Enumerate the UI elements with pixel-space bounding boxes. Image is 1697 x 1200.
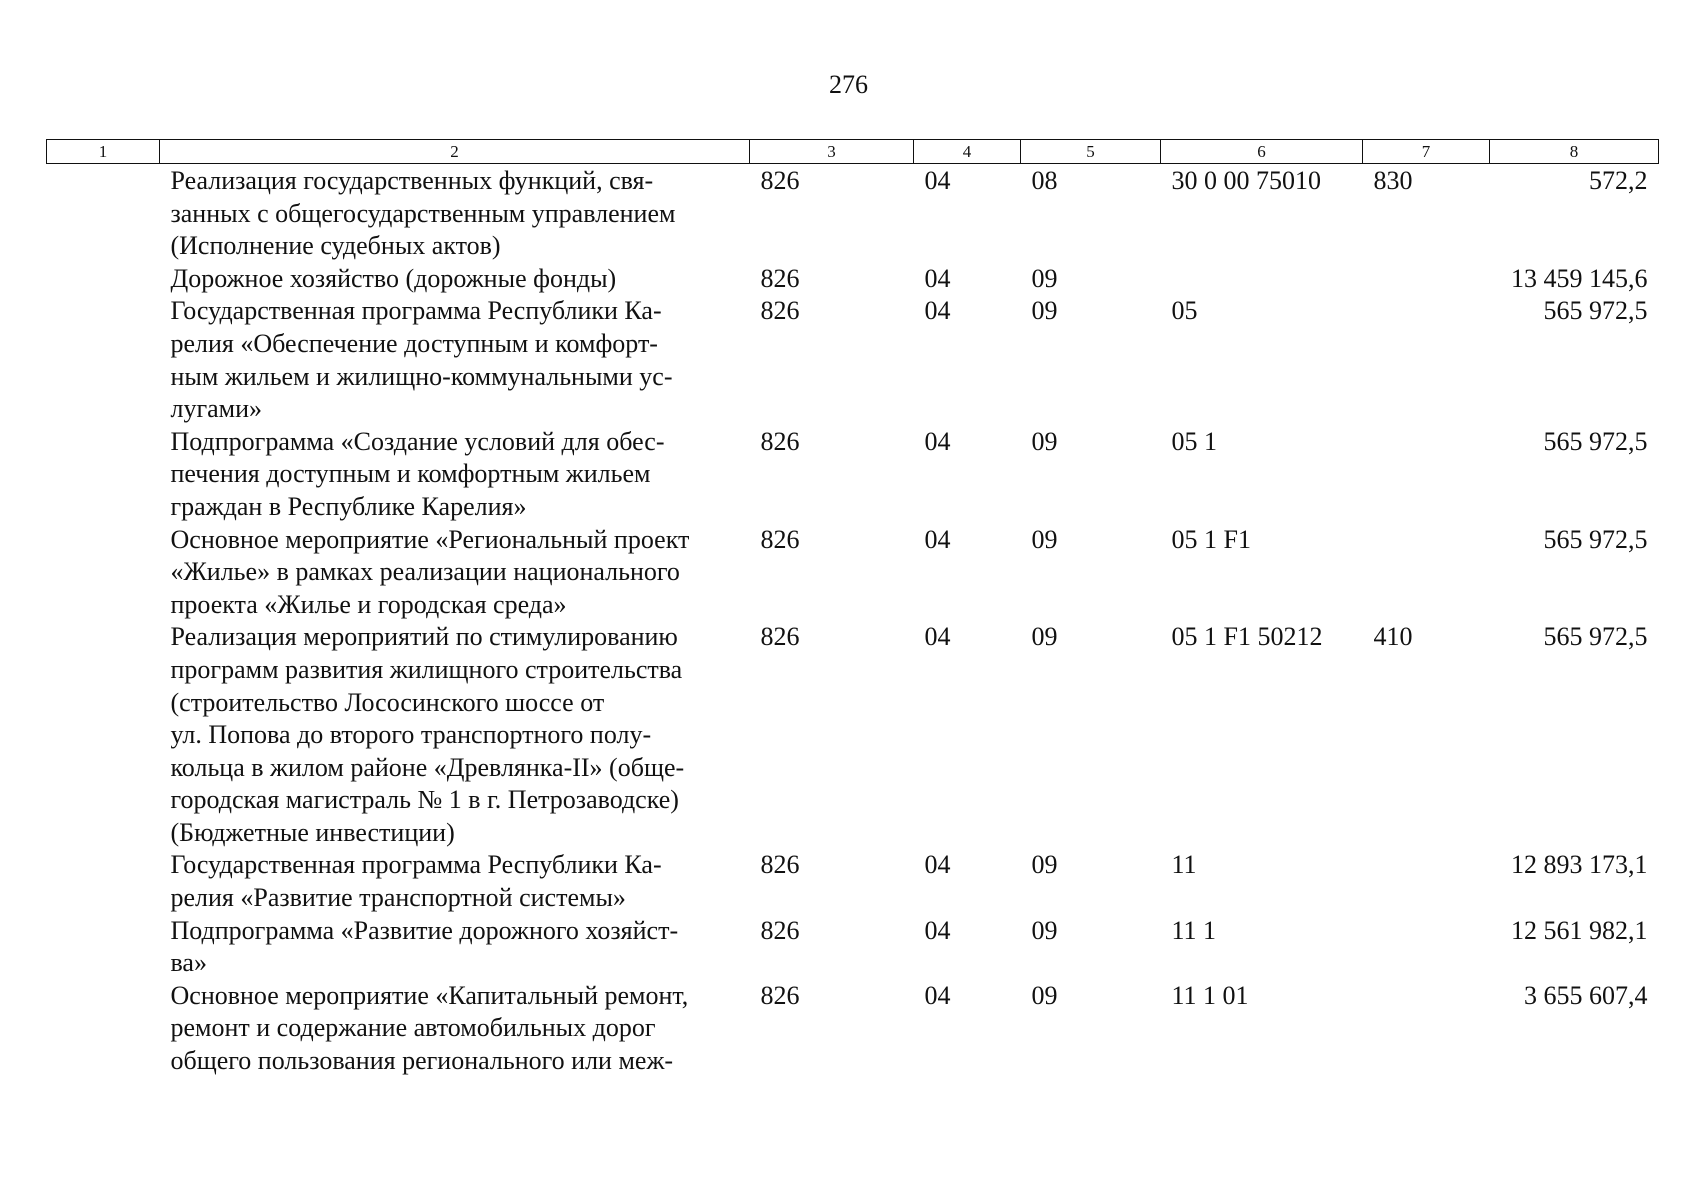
cell-col4: 04 (924, 524, 951, 554)
cell-col3: 826 (760, 263, 800, 293)
budget-table (46, 139, 1659, 1078)
cell-name: Подпрограмма «Создание условий для обес- печения доступным и комфортным жильем граждан в Республике Карелия» (170, 426, 665, 521)
table-row (47, 263, 1659, 296)
cell-col1 (47, 524, 160, 622)
cell-col7 (1363, 426, 1490, 524)
table-body (47, 164, 1659, 1078)
cell-col5: 09 (1031, 263, 1058, 293)
cell-col1 (47, 295, 160, 425)
cell-col6: 11 (1171, 850, 1197, 880)
column-header-3: 3 (750, 140, 914, 164)
cell-col7 (1363, 980, 1490, 1078)
page-number: 276 (829, 70, 868, 99)
cell-col7 (1363, 263, 1490, 296)
column-header-1: 1 (47, 140, 160, 164)
cell-amount: 13 459 145,6 (1511, 263, 1648, 293)
cell-col4: 04 (924, 426, 951, 456)
cell-col3: 826 (760, 166, 800, 195)
cell-col7 (1363, 849, 1490, 914)
cell-col7 (1363, 295, 1490, 425)
cell-col7: 410 (1373, 622, 1413, 652)
cell-col1 (47, 980, 160, 1078)
cell-col3: 826 (760, 915, 800, 945)
cell-col5: 09 (1031, 296, 1058, 326)
table-row (47, 295, 1659, 425)
cell-col1 (47, 164, 160, 263)
table-row (47, 164, 1659, 263)
cell-amount: 12 893 173,1 (1511, 850, 1648, 880)
cell-col5: 09 (1031, 426, 1058, 456)
cell-col6: 11 1 01 (1171, 980, 1249, 1010)
cell-col6: 11 1 (1171, 915, 1217, 945)
cell-col7 (1363, 915, 1490, 980)
cell-col4: 04 (924, 980, 951, 1010)
cell-col4: 04 (924, 915, 951, 945)
column-header-6: 6 (1161, 140, 1363, 164)
column-header-2: 2 (160, 140, 750, 164)
cell-col1 (47, 426, 160, 524)
cell-col5: 09 (1031, 524, 1058, 554)
cell-col3: 826 (760, 524, 800, 554)
cell-col4: 04 (924, 622, 951, 652)
cell-name: Основное мероприятие «Капитальный ремонт, ремонт и содержание автомобильных дорог общего пользования регионального или меж- (170, 980, 689, 1076)
cell-name: Дорожное хозяйство (дорожные фонды) (170, 263, 617, 293)
cell-name: Государственная программа Республики Ка- релия «Обеспечение доступным и комфорт- ным жильем и жилищно-коммунальными ус- лугами» (170, 296, 673, 424)
cell-col4: 04 (924, 850, 951, 880)
cell-col4: 04 (924, 166, 951, 195)
cell-name: Реализация государственных функций, свя- занных с общегосударственным управлением (Исполнение судебных актов) (170, 166, 676, 261)
cell-col3: 826 (760, 426, 800, 456)
table-header (47, 140, 1659, 164)
column-header-5: 5 (1021, 140, 1161, 164)
cell-col1 (47, 263, 160, 296)
column-header-8: 8 (1490, 140, 1659, 164)
cell-name: Государственная программа Республики Ка- релия «Развитие транспортной системы» (170, 850, 662, 913)
cell-amount: 565 972,5 (1543, 426, 1648, 456)
cell-col4: 04 (924, 263, 951, 293)
cell-col7: 830 (1373, 166, 1413, 195)
table-row (47, 524, 1659, 622)
table-row (47, 621, 1659, 849)
cell-name: Подпрограмма «Развитие дорожного хозяйст- ва» (170, 915, 679, 978)
cell-col7 (1363, 524, 1490, 622)
cell-col5: 09 (1031, 622, 1058, 652)
cell-name: Реализация мероприятий по стимулированию программ развития жилищного строительства (строительство Лососинского шоссе от ул. Попова до второго транспортного полу- кольца в жилом районе «Древлянка-II» (обще- городская магистраль № 1 в г. Петрозаводске) (Бюджетные инвестиции) (170, 622, 685, 847)
cell-col5: 09 (1031, 980, 1058, 1010)
cell-col6: 05 (1171, 296, 1198, 326)
cell-col6: 05 1 (1171, 426, 1217, 456)
table-row (47, 915, 1659, 980)
cell-col6 (1161, 263, 1363, 296)
cell-col3: 826 (760, 622, 800, 652)
cell-col5: 09 (1031, 850, 1058, 880)
cell-col1 (47, 915, 160, 980)
cell-amount: 12 561 982,1 (1511, 915, 1648, 945)
cell-amount: 565 972,5 (1543, 622, 1648, 652)
table-row (47, 426, 1659, 524)
cell-amount: 565 972,5 (1543, 524, 1648, 554)
cell-amount: 572,2 (1589, 166, 1648, 195)
cell-col3: 826 (760, 296, 800, 326)
table-row (47, 849, 1659, 914)
cell-col4: 04 (924, 296, 951, 326)
cell-col3: 826 (760, 850, 800, 880)
column-header-4: 4 (914, 140, 1021, 164)
cell-col6: 05 1 F1 (1171, 524, 1251, 554)
column-number-row (47, 140, 1659, 164)
cell-col3: 826 (760, 980, 800, 1010)
cell-col5: 08 (1031, 166, 1058, 195)
cell-col5: 09 (1031, 915, 1058, 945)
cell-col1 (47, 849, 160, 914)
column-header-7: 7 (1363, 140, 1490, 164)
table-row (47, 980, 1659, 1078)
cell-amount: 565 972,5 (1543, 296, 1648, 326)
cell-name: Основное мероприятие «Региональный проект «Жилье» в рамках реализации национального проекта «Жилье и городская среда» (170, 524, 690, 619)
cell-col6: 05 1 F1 50212 (1171, 622, 1323, 652)
cell-amount: 3 655 607,4 (1524, 980, 1648, 1010)
cell-col6: 30 0 00 75010 (1171, 166, 1321, 195)
cell-col1 (47, 621, 160, 849)
